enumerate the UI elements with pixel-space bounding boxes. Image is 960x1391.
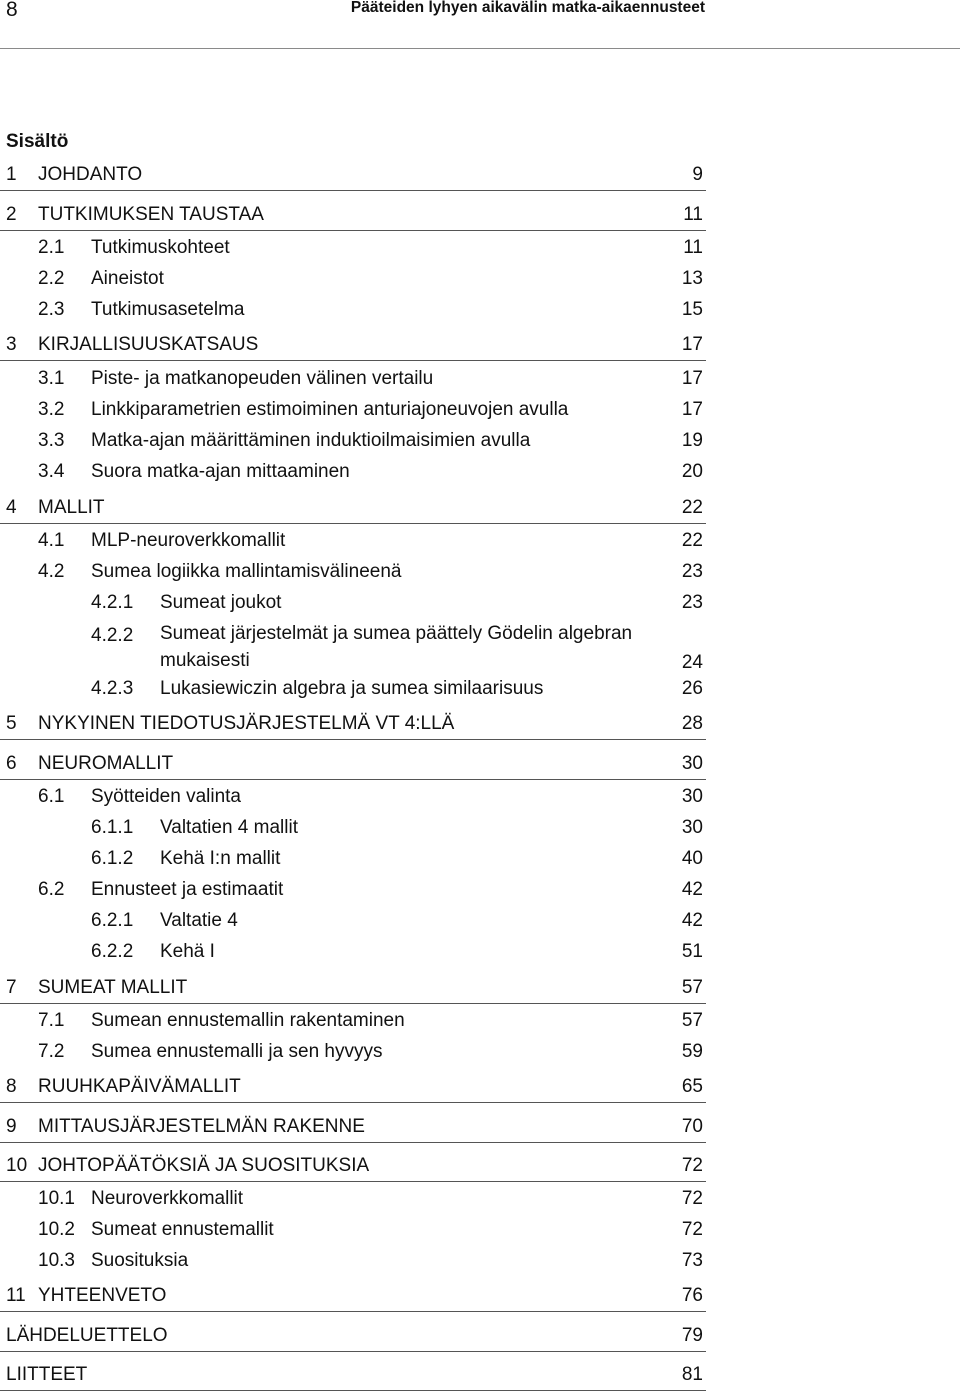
toc-entry[interactable] [0,1325,706,1352]
toc-entry-number: 4.2 [38,561,65,582]
toc-entry[interactable] [0,530,706,554]
toc-entry-title: LIITTEET [6,1364,88,1385]
toc-entry[interactable] [0,204,706,231]
toc-entry-number: 7.1 [38,1010,65,1031]
toc-entry-page: 59 [681,1041,703,1062]
toc-entry-number: 6.2.2 [91,941,134,962]
toc-entry-title: KIRJALLISUUSKATSAUS [38,334,259,355]
toc-entry-title: Sumea logiikka mallintamisvälineenä [91,561,402,582]
toc-entry-page: 17 [681,399,703,420]
toc-entry-page: 57 [681,1010,703,1031]
toc-entry-number: 11 [6,1285,26,1306]
toc-entry-number: 4.2.1 [91,592,134,613]
toc-entry-number: 6 [6,753,17,774]
toc-entry-title: Kehä I [160,941,215,962]
toc-entry[interactable] [0,1041,706,1065]
toc-entry-title: YHTEENVETO [38,1285,167,1306]
toc-entry-page: 22 [681,530,703,551]
toc-entry-title: Piste- ja matkanopeuden välinen vertailu [91,368,434,389]
toc-entry-page: 76 [681,1285,703,1306]
toc-entry-number: 2.1 [38,237,65,258]
toc-entry[interactable] [0,1076,706,1103]
running-title: Pääteiden lyhyen aikavälin matka-aikaennusteet [350,0,705,16]
toc-entry-number: 10.1 [38,1188,75,1209]
toc-entry-title: JOHDANTO [38,164,143,185]
toc-entry-title: Aineistot [91,268,164,289]
toc-entry-title: Ennusteet ja estimaatit [91,879,284,900]
toc-entry-title: TUTKIMUKSEN TAUSTAA [38,204,264,225]
toc-entry-title: NEUROMALLIT [38,753,174,774]
toc-entry[interactable] [0,592,706,616]
toc-entry-title: Neuroverkkomallit [91,1188,244,1209]
toc-entry-number: 6.1.2 [91,848,134,869]
toc-entry[interactable] [0,497,706,524]
toc-entry-number: 3 [6,334,17,355]
toc-entry-page: 23 [681,592,703,613]
toc-entry[interactable] [0,1116,706,1143]
toc-entry-page: 73 [681,1250,703,1271]
toc-entry-number: 6.1 [38,786,65,807]
toc-entry-title: Sumeat ennustemallit [91,1219,274,1240]
toc-entry-number: 4 [6,497,17,518]
toc-entry-page: 42 [681,879,703,900]
toc-entry-page: 30 [681,817,703,838]
toc-entry-number: 7.2 [38,1041,65,1062]
toc-entry-page: 70 [681,1116,703,1137]
toc-entry-number: 6.2 [38,879,65,900]
toc-entry-title: Tutkimuskohteet [91,237,230,258]
toc-entry-number: 6.2.1 [91,910,134,931]
toc-entry-title: Tutkimusasetelma [91,299,245,320]
toc-entry-title: Sumea ennustemalli ja sen hyvyys [91,1041,383,1062]
toc-entry-page: 17 [681,368,703,389]
toc-entry[interactable] [0,237,706,261]
toc-entry-title: Suosituksia [91,1250,189,1271]
toc-entry-title: Matka-ajan määrittäminen induktioilmaisimien avulla [91,430,531,451]
toc-entry-title: Valtatien 4 mallit [160,817,298,838]
toc-entry-title: Valtatie 4 [160,910,238,931]
toc-entry[interactable] [0,910,706,934]
toc-entry[interactable] [0,334,706,361]
page-number: 8 [6,0,18,21]
toc-entry-title: Sumean ennustemallin rakentaminen [91,1010,405,1031]
toc-entry-page: 72 [681,1155,703,1176]
toc-entry-page: 13 [681,268,703,289]
toc-heading: Sisältö [6,131,69,152]
toc-entry[interactable] [0,299,706,323]
toc-entry[interactable] [0,1219,706,1243]
toc-entry[interactable] [0,368,706,392]
toc-entry-number: 10.3 [38,1250,75,1271]
toc-entry-page: 11 [683,237,703,258]
toc-entry-number: 3.2 [38,399,65,420]
toc-entry-page: 9 [692,164,703,185]
toc-entry-page: 65 [681,1076,703,1097]
toc-entry-page: 72 [681,1219,703,1240]
toc-entry-page: 40 [681,848,703,869]
toc-entry-page: 42 [681,910,703,931]
toc-entry-page: 23 [681,561,703,582]
toc-entry-title: Syötteiden valinta [91,786,241,807]
toc-entry[interactable] [0,1364,706,1391]
toc-entry-number: 8 [6,1076,17,1097]
toc-entry-number: 3.4 [38,461,65,482]
toc-entry-title: NYKYINEN TIEDOTUSJÄRJESTELMÄ VT 4:LLÄ [38,713,455,734]
toc-entry-number: 2.2 [38,268,65,289]
toc-entry[interactable] [0,1285,706,1312]
toc-entry-title: Lukasiewiczin algebra ja sumea similaarisuus [160,678,544,699]
toc-entry-page: 22 [681,497,703,518]
toc-entry-number: 4.1 [38,530,65,551]
toc-entry[interactable] [0,268,706,292]
toc-entry[interactable] [0,753,706,780]
toc-entry[interactable] [0,625,706,675]
toc-entry-number: 2.3 [38,299,65,320]
toc-entry-number: 1 [6,164,17,185]
toc-entry-page: 30 [681,786,703,807]
toc-entry-number: 2 [6,204,17,225]
toc-entry-title: MLP-neuroverkkomallit [91,530,286,551]
toc-entry[interactable] [0,399,706,423]
toc-entry-number: 9 [6,1116,17,1137]
toc-entry[interactable] [0,786,706,810]
toc-entry-title: SUMEAT MALLIT [38,977,188,998]
toc-entry[interactable] [0,678,706,702]
toc-entry-number: 3.3 [38,430,65,451]
toc-entry-page: 30 [681,753,703,774]
toc-entry[interactable] [0,1010,706,1034]
toc-entry-number: 5 [6,713,17,734]
toc-entry-page: 17 [681,334,703,355]
toc-entry[interactable] [0,461,706,485]
toc-entry-number: 4.2.2 [91,625,134,646]
toc-entry-title: Suora matka-ajan mittaaminen [91,461,350,482]
toc-entry-title: Sumeat järjestelmät ja sumea päättely Gödelin algebran mukaisesti [160,623,633,671]
toc-entry-number: 3.1 [38,368,65,389]
toc-entry[interactable] [0,1188,706,1212]
toc-entry-title: Linkkiparametrien estimoiminen anturiajoneuvojen avulla [91,399,569,420]
toc-entry-page: 79 [681,1325,703,1346]
toc-entry[interactable] [0,879,706,903]
toc-entry-page: 72 [681,1188,703,1209]
toc-entry-title: MITTAUSJÄRJESTELMÄN RAKENNE [38,1116,365,1137]
toc-entry[interactable] [0,561,706,585]
toc-entry[interactable] [0,817,706,841]
toc-entry-title: LÄHDELUETTELO [6,1325,168,1346]
toc-entry[interactable] [0,1155,706,1182]
toc-entry[interactable] [0,164,706,191]
toc-entry[interactable] [0,430,706,454]
toc-entry-page: 15 [681,299,703,320]
toc-entry-page: 28 [681,713,703,734]
toc-entry-title: JOHTOPÄÄTÖKSIÄ JA SUOSITUKSIA [38,1155,370,1176]
toc-entry-page: 19 [681,430,703,451]
toc-entry-number: 6.1.1 [91,817,134,838]
toc-entry-title: Sumeat joukot [160,592,282,613]
toc-entry-page: 26 [681,678,703,699]
toc-entry-title: RUUHKAPÄIVÄMALLIT [38,1076,241,1097]
toc-entry-title: MALLIT [38,497,105,518]
toc-entry-page: 24 [681,652,703,673]
toc-entry-title: Kehä I:n mallit [160,848,281,869]
toc-entry-number: 10 [6,1155,28,1176]
toc-entry[interactable] [0,848,706,872]
toc-entry-page: 11 [683,204,703,225]
toc-entry[interactable] [0,1250,706,1274]
toc-entry[interactable] [0,713,706,740]
toc-entry-number: 4.2.3 [91,678,134,699]
toc-entry-number: 10.2 [38,1219,75,1240]
toc-entry-page: 57 [681,977,703,998]
toc-entry[interactable] [0,977,706,1004]
toc-entry-page: 51 [681,941,703,962]
toc-entry-page: 20 [681,461,703,482]
toc-entry[interactable] [0,941,706,965]
toc-entry-number: 7 [6,977,17,998]
toc-entry-page: 81 [681,1364,703,1385]
